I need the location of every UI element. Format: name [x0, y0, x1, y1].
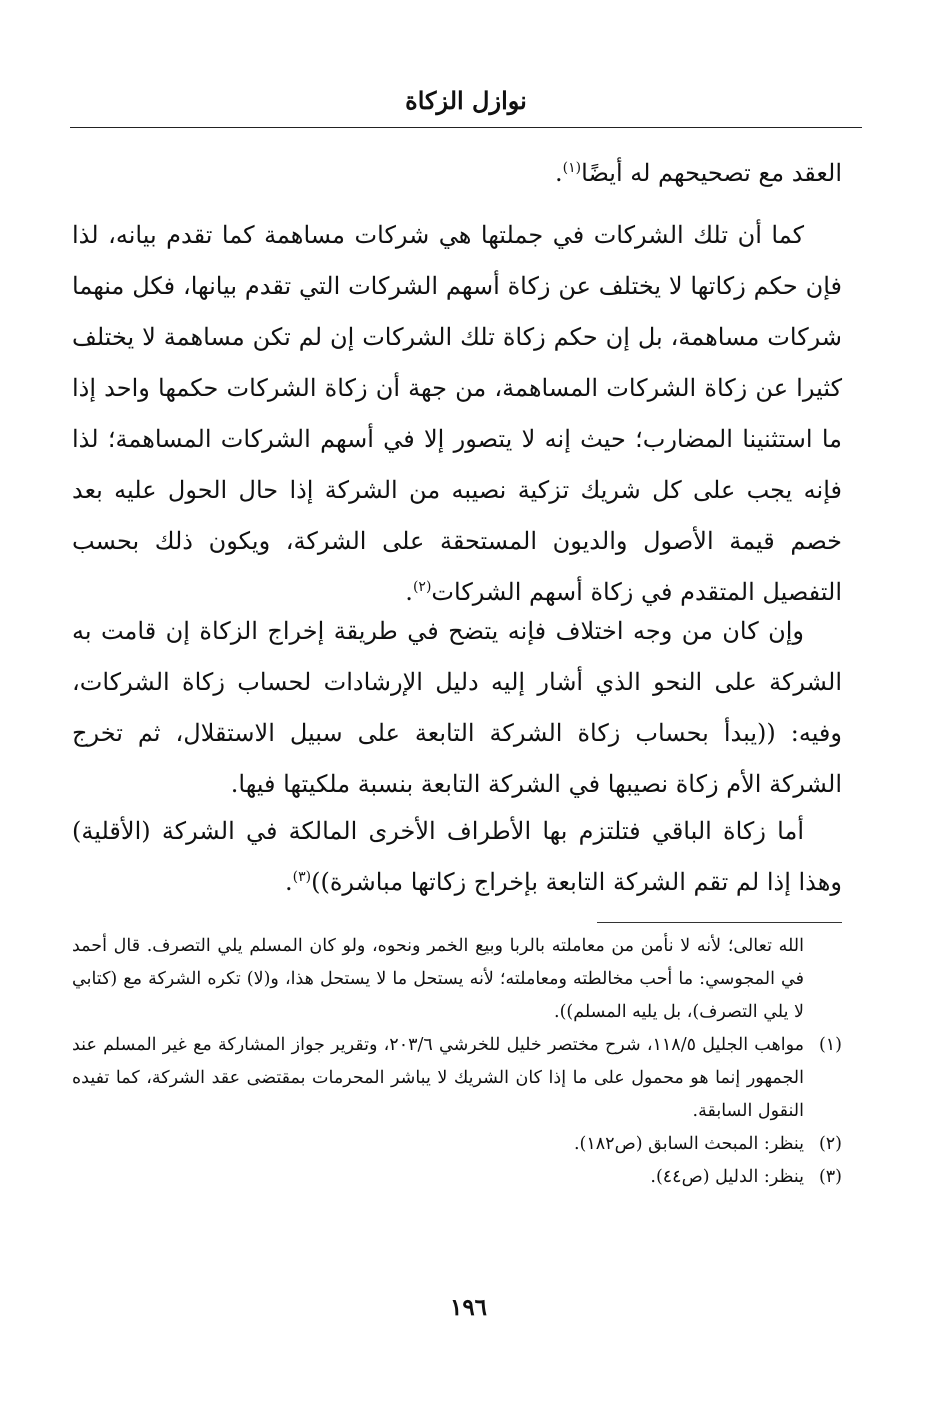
paragraph-text: العقد مع تصحيحهم له أيضًا	[581, 159, 842, 187]
footnotes	[72, 930, 842, 1194]
paragraph-remainder: أما زكاة الباقي فتلتزم بها الأطراف الأخرى المالكة في الشركة (الأقلية) وهذا إذا لم تقم الشركة التابعة بإخراج زكاتها مباشرة))$^{(٣)}$.	[72, 817, 842, 896]
footnote-ref[interactable]: (١)	[562, 160, 582, 176]
footnote-number: (٢)	[818, 1134, 842, 1154]
footnote-text: مواهب الجليل ١١٨/٥، شرح مختصر خليل للخرشي ٢٠٣/٦، وتقرير جواز المشاركة مع غير المسلم عند الجمهور إنما هو محمول على ما إذا كان الشريك لا يباشر المحرمات بمقتضى عقد الشركة، كما تفيده النقول السابقة.	[72, 1035, 804, 1121]
paragraph-text: وإن كان من وجه اختلاف فإنه يتضح في طريقة إخراج الزكاة إن قامت به الشركة على النحو الذي أشار إليه دليل الإرشادات لحساب زكاة الشركات، وفيه: ((يبدأ بحساب زكاة الشركة التابعة على سبيل الاستقلال، ثم تخرج الشركة الأم زكاة نصيبها في الشركة التابعة بنسبة ملكيتها فيها.	[72, 617, 842, 798]
paragraph-text: كما أن تلك الشركات في جملتها هي شركات مساهمة كما تقدم بيانه، لذا فإن حكم زكاتها لا يختلف عن زكاة أسهم الشركات التي تقدم بيانها، فكل منهما شركات مساهمة، بل إن حكم زكاة تلك الشركات إن لم تكن مساهمة لا يختلف كثيرا عن زكاة الشركات المساهمة، من جهة أن زكاة الشركات حكمها واحد إذا ما استثنينا المضارب؛ حيث إنه لا يتصور إلا في أسهم الشركات المساهمة؛ لذا فإنه يجب على كل شريك تزكية نصيبه من الشركة إذا حال الحول عليه بعد خصم قيمة الأصول والديون المستحقة على الشركة، ويكون ذلك بحسب التفصيل المتقدم في زكاة أسهم الشركات	[72, 221, 842, 606]
footnote-ref[interactable]: (٣)	[292, 869, 312, 885]
footnote-1	[72, 1029, 842, 1128]
paragraph-text: أما زكاة الباقي فتلتزم بها الأطراف الأخرى المالكة في الشركة (الأقلية) وهذا إذا لم تقم الشركة التابعة بإخراج زكاتها مباشرة))	[72, 817, 842, 896]
footnote-ref[interactable]: (٢)	[412, 579, 432, 595]
footnote-2	[72, 1128, 842, 1161]
paragraph-companies: كما أن تلك الشركات في جملتها هي شركات مساهمة كما تقدم بيانه، لذا فإن حكم زكاتها لا يختلف عن زكاة أسهم الشركات التي تقدم بيانها، فكل منهما شركات مساهمة، بل إن حكم زكاة تلك الشركات إن لم تكن مساهمة لا يختلف كثيرا عن زكاة الشركات المساهمة، من جهة أن زكاة الشركات حكمها واحد إذا ما استثنينا المضارب؛ حيث إنه لا يتصور إلا في أسهم الشركات المساهمة؛ لذا فإنه يجب على كل شريك تزكية نصيبه من الشركة إذا حال الحول عليه بعد خصم قيمة الأصول والديون المستحقة على الشركة، ويكون ذلك بحسب التفصيل المتقدم في زكاة أسهم الشركات$^{(٢)}$.	[72, 221, 842, 606]
footnote-continued: الله تعالى؛ لأنه لا نأمن من معاملته بالربا وبيع الخمر ونحوه، ولو كان المسلم يلي التصرف. قال أحمد في المجوسي: ما أحب مخالطته ومعاملته؛ لأنه يستحل ما لا يستحل هذا، و(لا) تكره الشركة مع (كتابي لا يلي التصرف)، بل يليه المسلم)).	[72, 936, 804, 1022]
header-rule	[70, 127, 862, 128]
footnote-text: ينظر: المبحث السابق (ص١٨٢).	[573, 1134, 804, 1154]
paragraph-continuation: العقد مع تصحيحهم له أيضًا$^{(١)}$.	[555, 159, 842, 187]
running-head: نوازل الزكاة	[405, 86, 527, 115]
footnote-number: (١)	[818, 1035, 842, 1055]
footnote-number: (٣)	[818, 1167, 842, 1187]
footnote-rule	[597, 922, 842, 923]
footnote-3	[72, 1161, 842, 1194]
page-number: ١٩٦	[449, 1294, 488, 1321]
paragraph-difference	[72, 606, 842, 810]
footnote-text: ينظر: الدليل (ص٤٤).	[650, 1167, 804, 1187]
